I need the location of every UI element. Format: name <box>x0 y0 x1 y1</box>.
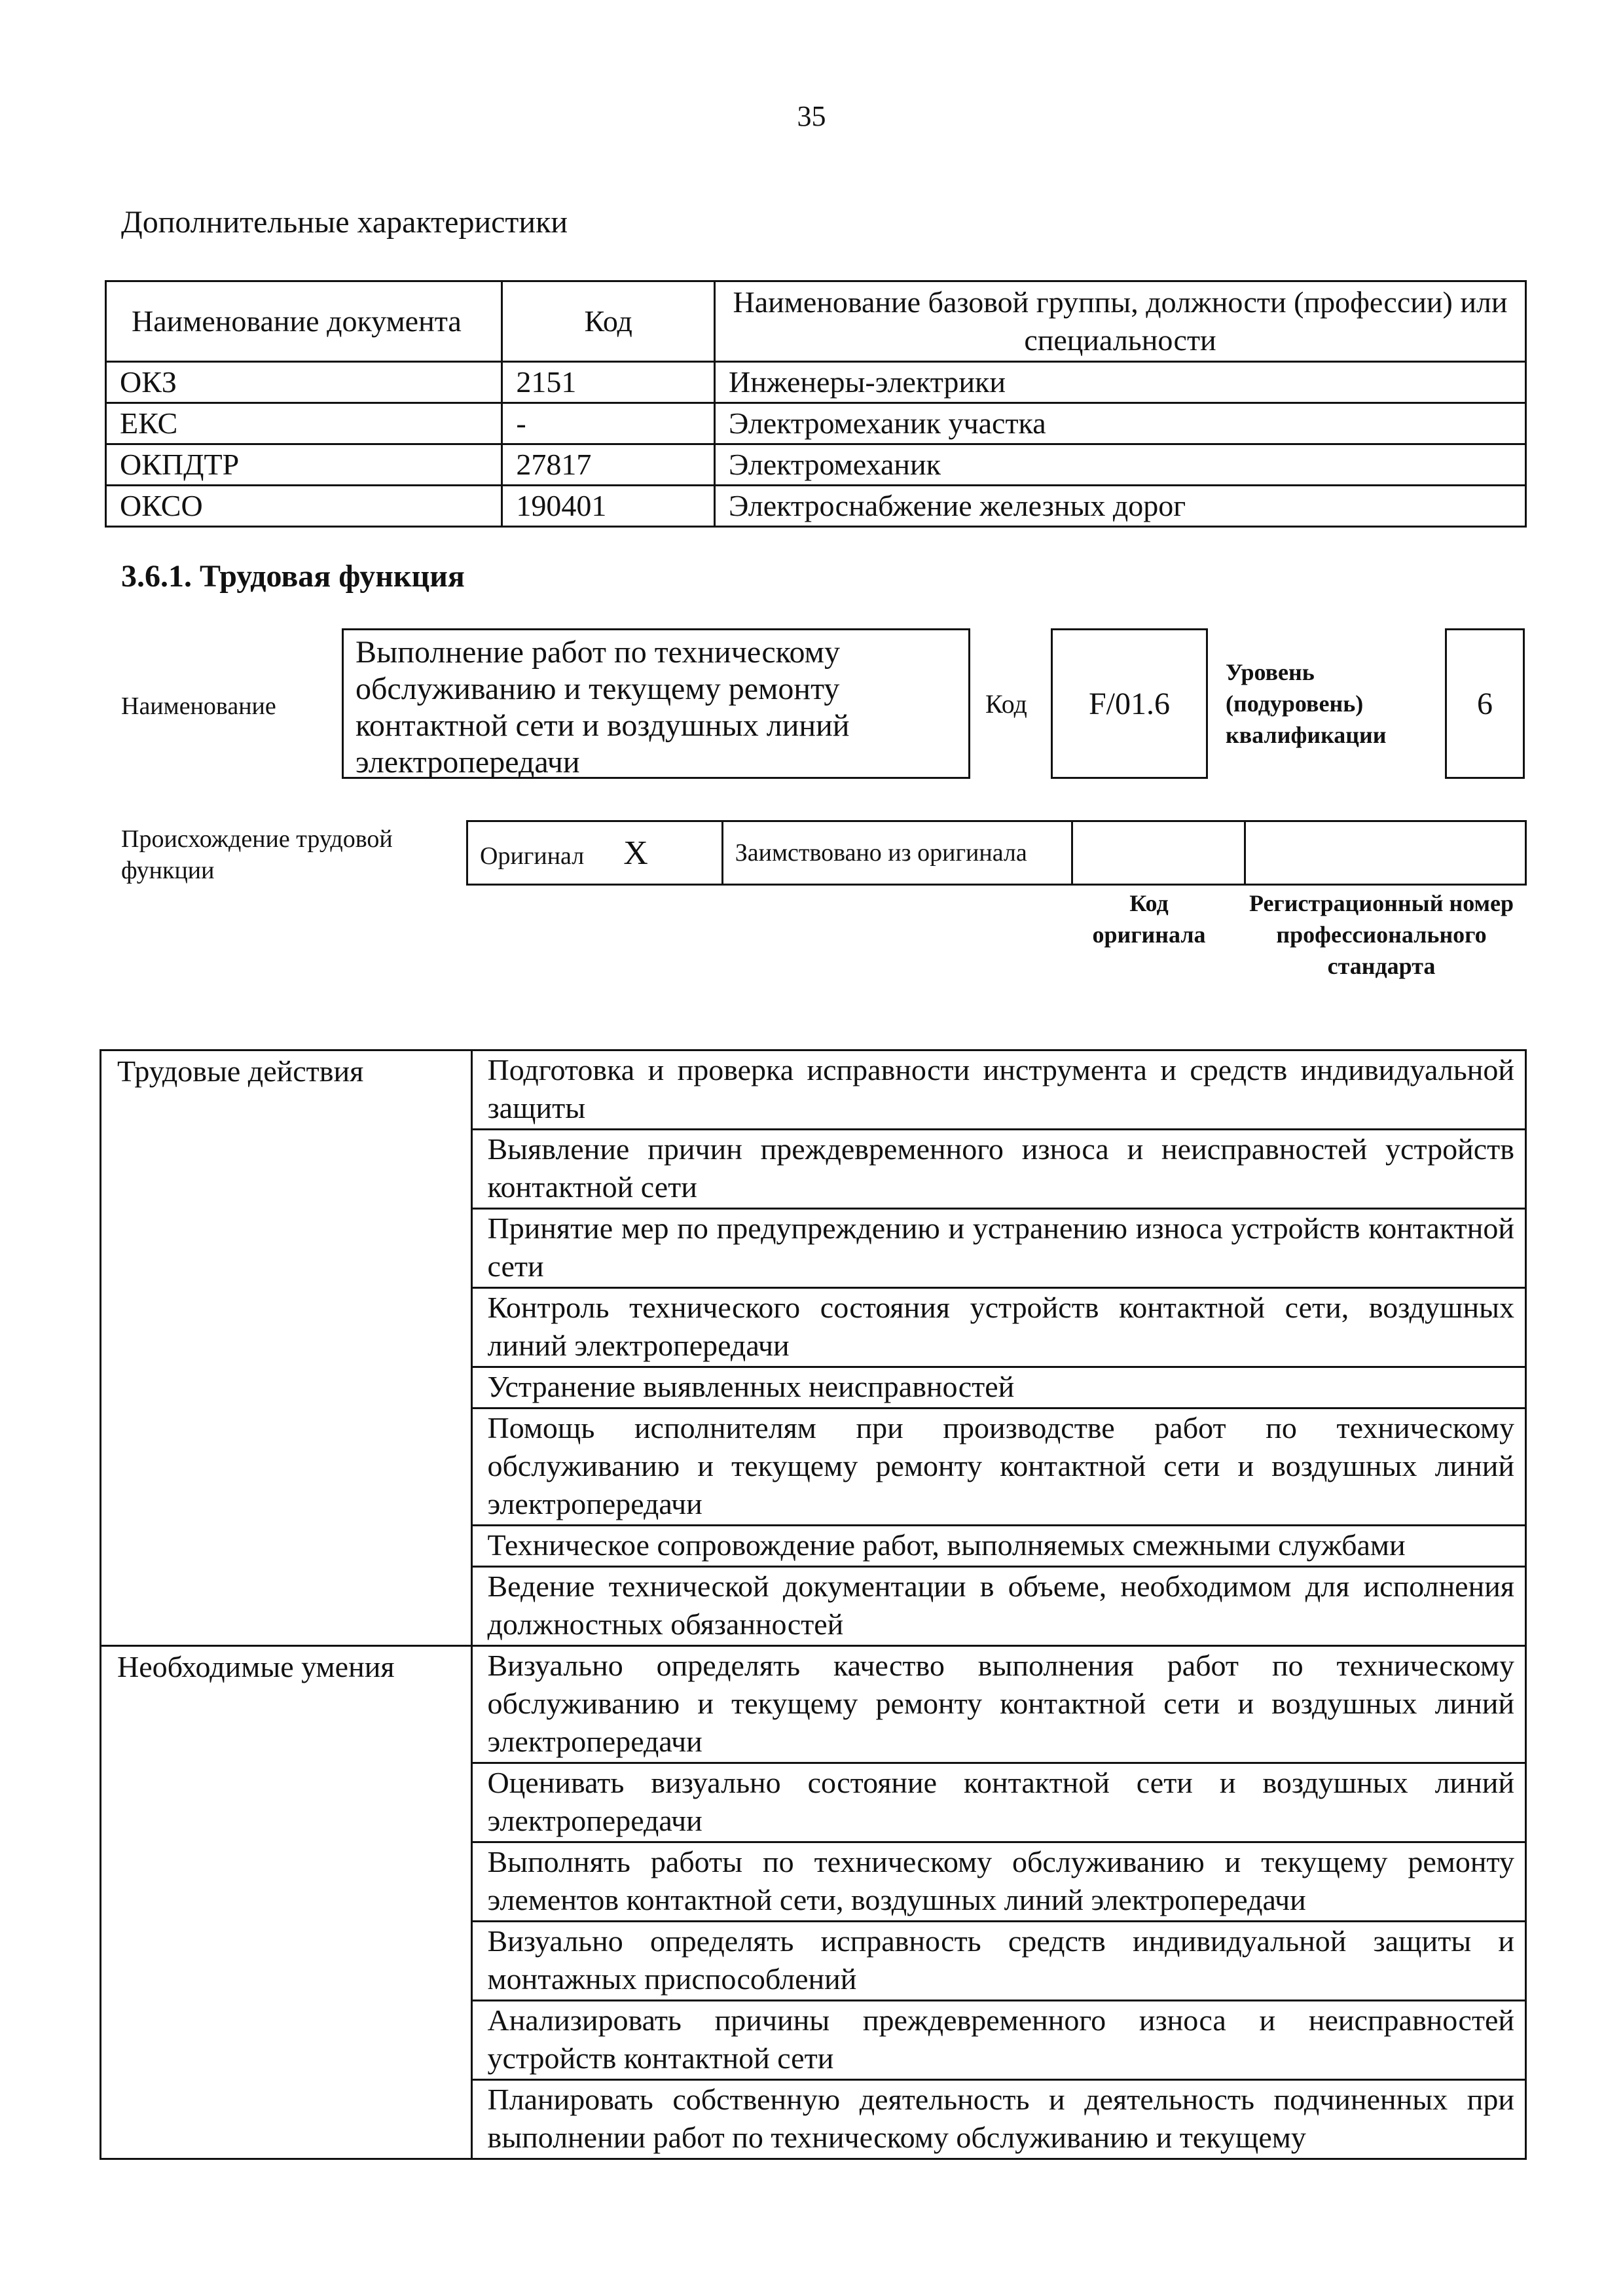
list-item: Ведение технической документации в объеме, необходимом для исполнения должностных обязанностей <box>472 1567 1526 1646</box>
list-item: Техническое сопровождение работ, выполняемых смежными службами <box>472 1526 1526 1567</box>
origin-reg-number-cell <box>1245 821 1526 885</box>
labor-actions-label: Трудовые действия <box>101 1050 472 1646</box>
registration-number-label: Регистрационный номер профессионального стандарта <box>1249 890 1514 979</box>
table-row <box>101 1050 1526 1130</box>
origin-table <box>466 820 1527 886</box>
required-skills-label: Необходимые умения <box>101 1646 472 2159</box>
cell-doc: ОКСО <box>106 486 502 527</box>
cell-code: 2151 <box>502 362 715 403</box>
cell-doc: ЕКС <box>106 403 502 444</box>
function-name-value: Выполнение работ по техническому обслуживанию и текущему ремонту контактной сети и воздушных линий электропередачи <box>342 628 970 779</box>
qualification-level-label: Уровень (подуровень) квалификации <box>1226 659 1387 748</box>
table-row <box>101 1646 1526 1763</box>
header-doc: Наименование документа <box>106 281 502 362</box>
table-row <box>106 403 1526 444</box>
function-name-label: Наименование <box>121 692 276 720</box>
origin-original-cell <box>467 821 723 885</box>
origin-borrowed-label: Заимствовано из оригинала <box>722 821 1072 885</box>
section-title: Дополнительные характеристики <box>121 205 568 240</box>
function-code-value: F/01.6 <box>1051 628 1208 779</box>
list-item: Подготовка и проверка исправности инструмента и средств индивидуальной защиты <box>472 1050 1526 1130</box>
header-name: Наименование базовой группы, должности (профессии) или специальности <box>715 281 1526 362</box>
cell-name: Электромеханик <box>715 444 1526 486</box>
table-row <box>106 362 1526 403</box>
table-row <box>106 486 1526 527</box>
origin-original-mark: X <box>623 834 648 872</box>
cell-doc: ОКЗ <box>106 362 502 403</box>
cell-code: 27817 <box>502 444 715 486</box>
characteristics-table <box>105 280 1527 528</box>
function-origin-label: Происхождение трудовой функции <box>121 825 393 884</box>
list-item: Анализировать причины преждевременного износа и неисправностей устройств контактной сети <box>472 2001 1526 2080</box>
list-item: Визуально определять качество выполнения работ по техническому обслуживанию и текущему ремонту контактной сети и воздушных линий электропередачи <box>472 1646 1526 1763</box>
origin-code-cell <box>1072 821 1245 885</box>
table-row <box>106 444 1526 486</box>
list-item: Выявление причин преждевременного износа и неисправностей устройств контактной сети <box>472 1130 1526 1209</box>
cell-code: 190401 <box>502 486 715 527</box>
table-header-row <box>106 281 1526 362</box>
function-code-label: Код <box>985 689 1027 719</box>
list-item: Визуально определять исправность средств индивидуальной защиты и монтажных приспособлений <box>472 1922 1526 2001</box>
list-item: Выполнять работы по техническому обслуживанию и текущему ремонту элементов контактной сети, воздушных линий электропередачи <box>472 1842 1526 1922</box>
list-item: Помощь исполнителям при производстве работ по техническому обслуживанию и текущему ремонту контактной сети и воздушных линий электропередачи <box>472 1408 1526 1526</box>
qualification-level-value: 6 <box>1445 628 1525 779</box>
list-item: Контроль технического состояния устройств контактной сети, воздушных линий электропередачи <box>472 1288 1526 1367</box>
header-code: Код <box>502 281 715 362</box>
page-number: 35 <box>797 100 826 132</box>
list-item: Принятие мер по предупреждению и устранению износа устройств контактной сети <box>472 1209 1526 1288</box>
list-item: Планировать собственную деятельность и деятельность подчиненных при выполнении работ по техническому обслуживанию и текущему <box>472 2080 1526 2159</box>
list-item: Оценивать визуально состояние контактной сети и воздушных линий электропередачи <box>472 1763 1526 1842</box>
cell-name: Электроснабжение железных дорог <box>715 486 1526 527</box>
cell-code: - <box>502 403 715 444</box>
code-original-label: Код оригинала <box>1092 890 1206 948</box>
list-item: Устранение выявленных неисправностей <box>472 1367 1526 1408</box>
labor-function-title: 3.6.1. Трудовая функция <box>121 559 465 594</box>
cell-doc: ОКПДТР <box>106 444 502 486</box>
labor-function-details-table <box>100 1049 1527 2160</box>
origin-original-label: Оригинал <box>480 842 585 870</box>
cell-name: Инженеры-электрики <box>715 362 1526 403</box>
cell-name: Электромеханик участка <box>715 403 1526 444</box>
